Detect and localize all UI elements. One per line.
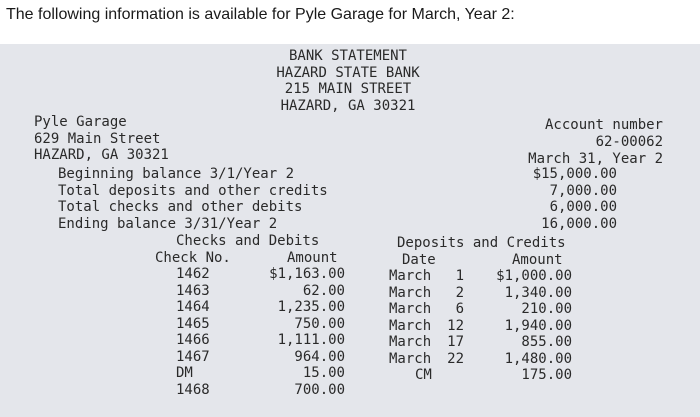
check-amount: 15.00 [302, 365, 345, 381]
summary-amount-ending: 16,000.00 [541, 215, 617, 232]
customer-city: HAZARD, GA 30321 [34, 147, 169, 163]
deposit-amount: 1,340.00 [504, 284, 572, 301]
check-amount: 964.00 [294, 348, 345, 365]
check-no: 1468 [176, 381, 210, 398]
summary-label-ending: Ending balance 3/31/Year 2 [58, 215, 278, 232]
deposit-day: 22 [447, 350, 464, 367]
customer-name: Pyle Garage [34, 114, 127, 130]
check-no: 1464 [176, 299, 210, 315]
check-no: 1466 [176, 332, 210, 348]
summary-label-deposits: Total deposits and other credits [58, 182, 328, 199]
check-amount: 1,111.00 [277, 332, 345, 348]
intro-text: The following information is available for Pyle Garage for March, Year 2: [6, 6, 515, 23]
summary-amount-beginning: $15,000.00 [532, 166, 617, 182]
deposit-day: 17 [447, 334, 464, 350]
check-no: 1467 [176, 348, 210, 365]
check-no: 1463 [176, 282, 210, 299]
check-no: 1465 [176, 315, 210, 332]
account-number: 62-00062 [595, 134, 663, 150]
deposit-month: March [389, 268, 432, 284]
check-no: DM [176, 365, 193, 381]
deposits-title: Deposits and Credits [397, 235, 566, 251]
deposit-amount: 175.00 [521, 367, 572, 383]
deposit-amount: 210.00 [521, 301, 572, 317]
deposit-month: March [389, 301, 432, 317]
summary-amount-checks: 6,000.00 [549, 199, 617, 215]
bank-city: HAZARD, GA 30321 [280, 97, 416, 114]
account-label: Account number [544, 117, 663, 133]
bank-statement-panel [0, 44, 700, 417]
deposit-month: March [389, 334, 432, 350]
deposit-month: March [389, 284, 432, 301]
checks-col-amount: Amount [287, 249, 338, 266]
deposit-month: March [389, 317, 432, 334]
check-amount: 62.00 [302, 282, 345, 299]
deposit-amount: 855.00 [521, 334, 572, 350]
deposits-col-date: Date [402, 251, 436, 268]
check-amount: 700.00 [294, 381, 345, 398]
statement-date: March 31, Year 2 [528, 150, 663, 167]
check-amount: 1,235.00 [277, 299, 345, 315]
deposit-day: 12 [447, 317, 464, 334]
check-no: 1462 [176, 266, 210, 282]
deposit-day: 1 [455, 268, 464, 284]
deposits-col-amount: Amount [512, 251, 563, 268]
check-amount: 750.00 [294, 315, 345, 332]
deposit-amount: $1,000.00 [496, 268, 572, 284]
summary-amount-deposits: 7,000.00 [549, 182, 617, 199]
customer-street: 629 Main Street [34, 130, 161, 147]
deposit-month: March [389, 350, 432, 367]
deposit-amount: 1,940.00 [504, 317, 572, 334]
bank-name: HAZARD STATE BANK [276, 64, 420, 81]
deposit-day: 6 [455, 301, 464, 317]
deposit-amount: 1,480.00 [504, 350, 572, 367]
deposit-day: 2 [455, 284, 464, 301]
checks-title: Checks and Debits [176, 233, 320, 249]
statement-title: BANK STATEMENT [288, 48, 407, 64]
check-amount: $1,163.00 [269, 266, 345, 282]
summary-label-checks: Total checks and other debits [58, 199, 303, 215]
bank-address: 215 MAIN STREET [284, 81, 412, 97]
summary-label-beginning: Beginning balance 3/1/Year 2 [58, 166, 295, 182]
checks-col-no: Check No. [155, 249, 231, 266]
deposit-month: CM [415, 367, 432, 383]
